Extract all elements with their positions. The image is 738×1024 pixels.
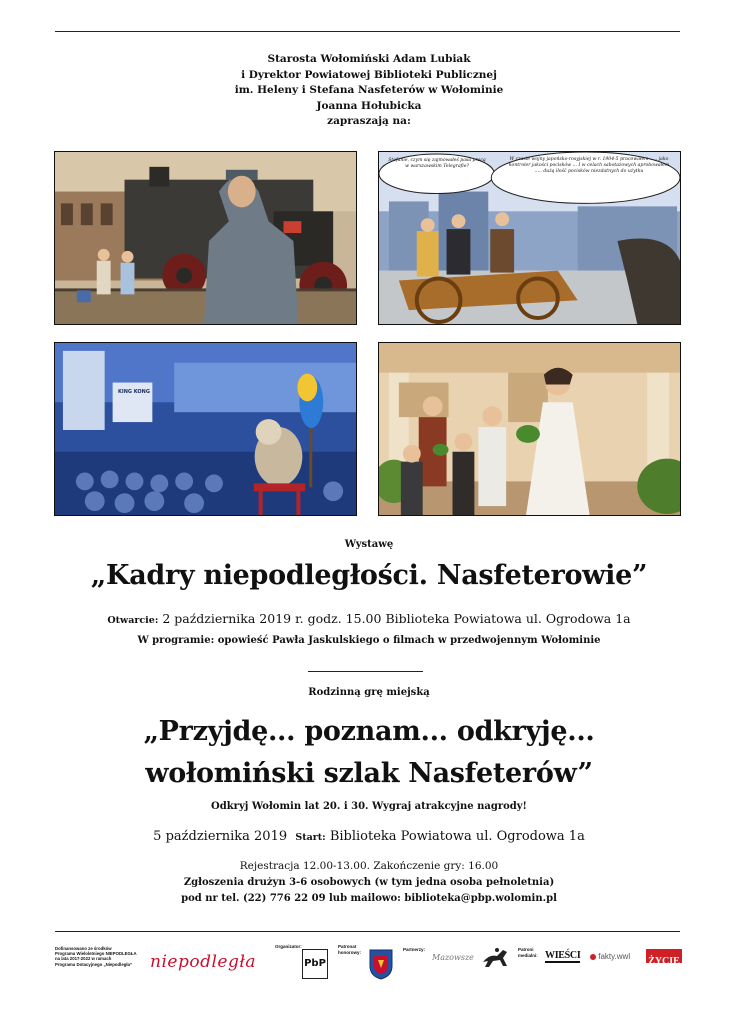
game-date: 5 października 2019 (153, 829, 288, 844)
fakty-dot-icon (590, 954, 596, 960)
opening-text: 2 października 2019 r. godz. 15.00 Biblioteka Powiatowa ul. Ogrodowa 1a (162, 611, 631, 626)
media-label-line: medialni: (518, 952, 538, 958)
horse-rider-icon (481, 946, 511, 968)
fakty-text: fakty.wwl (598, 952, 631, 961)
partners-label: Partnerzy: (403, 947, 426, 952)
organizer-label: Organizator: (275, 944, 302, 949)
partner-logo-mazowsze: Mazowsze (432, 953, 474, 962)
exhibition-program: W programie: opowieść Pawła Jaskulskiego o filmach w przedwojennym Wołominie (137, 635, 601, 646)
intro-line: zapraszają na: (327, 115, 411, 127)
intro-line: i Dyrektor Powiatowej Biblioteki Publicznej (241, 68, 497, 81)
footer-rule (55, 931, 680, 932)
funding-line: Dofinansowano ze środków (55, 946, 112, 951)
organizer-logo-text: PbP (304, 958, 326, 969)
media-logo-fakty (590, 952, 630, 961)
invitation-intro (0, 52, 738, 130)
exhibition-opening (0, 611, 738, 626)
media-label (518, 947, 538, 958)
game-date-start (0, 829, 738, 844)
intro-line: Joanna Hołubicka (316, 99, 422, 112)
game-teams: Zgłoszenia drużyn 3-6 osobowych (w tym jedna osoba pełnoletnia) (183, 877, 555, 888)
start-label: Start: (295, 832, 326, 843)
media-logo-zycie (646, 949, 682, 967)
funding-line: Programu Wieloletniego NIEPODLEGŁA (55, 951, 137, 957)
zycie-text: ŻYCIE (648, 956, 680, 967)
speech-bubble-right: W czasie wojny japońsko-rosyjskiej w r. 1904-5 pracowałem ..... jako kontroler jakości pocisków ... I w celach sabotażowych aprobowałem ..... dużą ilość pocisków niezdatnych do użytku (508, 157, 670, 174)
coat-of-arms-icon (368, 948, 394, 980)
game-title-line1: „Przyjdę... poznam... odkryję... (143, 716, 595, 747)
game-registration: Rejestracja 12.00-13.00. Zakończenie gry: 16.00 (239, 860, 499, 872)
comic-panel-flowers (378, 342, 681, 516)
media-label-line: Patroni (518, 947, 534, 952)
game-contact: pod nr tel. (22) 776 22 09 lub mailowo: biblioteka@pbp.wolomin.pl (181, 893, 557, 904)
comic-panel-cinema (54, 342, 357, 516)
patron-label-line: honorowy: (338, 949, 361, 955)
patron-label (338, 944, 361, 955)
organizer-logo (302, 949, 328, 979)
opening-label: Otwarcie: (107, 615, 159, 626)
funding-note (55, 946, 155, 967)
game-heading: Rodzinną grę miejską (308, 687, 430, 698)
start-text: Biblioteka Powiatowa ul. Ogrodowa 1a (329, 829, 585, 844)
game-title-line2: wołomiński szlak Nasfeterów” (145, 758, 593, 789)
section-divider (308, 671, 423, 672)
intro-line: im. Heleny i Stefana Nasfeterów w Wołominie (234, 84, 504, 96)
funding-line: na lata 2017-2022 w ramach (55, 956, 112, 962)
comic-panel-train (54, 151, 357, 325)
poster-king-kong: KING KONG (118, 389, 150, 395)
game-subtitle: Odkryj Wołomin lat 20. i 30. Wygraj atrakcyjne nagrody! (211, 801, 527, 812)
intro-line: Starosta Wołomiński Adam Lubiak (267, 53, 471, 65)
patron-label-line: Patronat (338, 944, 357, 949)
top-rule (55, 31, 680, 32)
niepodlegla-logo: niepodległa (150, 952, 256, 972)
speech-bubble-left: Stefanie, czym się zajmowałeś pasa pracą w warszawskim Telegrafie? (388, 158, 486, 169)
exhibition-heading: Wystawę (344, 539, 394, 550)
comic-panel-carriage (378, 151, 681, 325)
exhibition-title: „Kadry niepodległości. Nasfeterowie” (90, 560, 648, 591)
funding-line: Programu Dotacyjnego „Niepodległa” (55, 961, 133, 967)
media-logo-wiesci: WIEŚCI (545, 950, 581, 961)
